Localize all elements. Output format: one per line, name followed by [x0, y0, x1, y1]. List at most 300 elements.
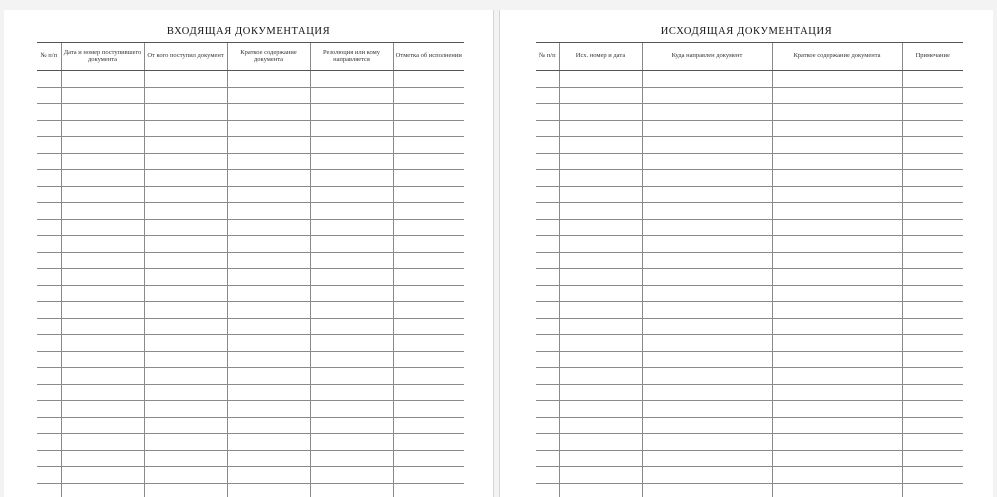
outgoing-table-cell — [559, 467, 642, 484]
incoming-table-cell — [144, 203, 227, 220]
incoming-table-row — [37, 87, 464, 104]
outgoing-table-cell — [642, 450, 772, 467]
incoming-table-cell — [144, 186, 227, 203]
incoming-table-cell — [144, 302, 227, 319]
outgoing-table-cell — [536, 417, 559, 434]
incoming-table-cell — [310, 368, 393, 385]
incoming-table-cell — [227, 467, 310, 484]
outgoing-table-cell — [902, 302, 963, 319]
outgoing-table-cell — [642, 483, 772, 497]
outgoing-table-row — [536, 219, 963, 236]
incoming-table-cell — [144, 153, 227, 170]
outgoing-table-cell — [536, 269, 559, 286]
outgoing-table-cell — [772, 153, 902, 170]
outgoing-table-cell — [902, 252, 963, 269]
incoming-table-row — [37, 104, 464, 121]
incoming-table-cell — [393, 269, 464, 286]
outgoing-table-cell — [536, 450, 559, 467]
incoming-table-cell — [393, 318, 464, 335]
incoming-table-cell — [227, 401, 310, 418]
outgoing-table-cell — [559, 87, 642, 104]
incoming-table-cell — [144, 120, 227, 137]
outgoing-table-cell — [536, 120, 559, 137]
outgoing-table-cell — [902, 335, 963, 352]
incoming-table-row — [37, 351, 464, 368]
incoming-table-cell — [61, 71, 144, 88]
outgoing-table-cell — [559, 137, 642, 154]
outgoing-col-summary: Краткое содержание документа — [772, 43, 902, 71]
incoming-table-row — [37, 368, 464, 385]
incoming-table-cell — [227, 71, 310, 88]
incoming-table-cell — [61, 269, 144, 286]
outgoing-table-row — [536, 384, 963, 401]
incoming-table-row — [37, 302, 464, 319]
incoming-table-cell — [61, 137, 144, 154]
outgoing-table-cell — [642, 87, 772, 104]
outgoing-table-cell — [902, 269, 963, 286]
incoming-table-cell — [227, 236, 310, 253]
outgoing-table-cell — [772, 467, 902, 484]
incoming-table-cell — [61, 467, 144, 484]
outgoing-table-cell — [902, 417, 963, 434]
incoming-table-cell — [144, 87, 227, 104]
outgoing-table-cell — [902, 236, 963, 253]
outgoing-table-cell — [772, 170, 902, 187]
outgoing-table-cell — [559, 483, 642, 497]
incoming-table-row — [37, 483, 464, 497]
incoming-table-cell — [37, 368, 61, 385]
outgoing-table-cell — [642, 153, 772, 170]
incoming-table-cell — [393, 302, 464, 319]
outgoing-table-cell — [772, 236, 902, 253]
incoming-table-cell — [144, 269, 227, 286]
outgoing-table-cell — [559, 318, 642, 335]
outgoing-table-cell — [902, 384, 963, 401]
incoming-table-cell — [144, 368, 227, 385]
incoming-table-cell — [227, 186, 310, 203]
incoming-table-cell — [61, 302, 144, 319]
incoming-table-row — [37, 467, 464, 484]
incoming-table-row — [37, 285, 464, 302]
outgoing-table-cell — [642, 401, 772, 418]
outgoing-table-cell — [559, 236, 642, 253]
incoming-table-row — [37, 450, 464, 467]
outgoing-table-cell — [559, 434, 642, 451]
incoming-table-row — [37, 203, 464, 220]
incoming-table-row — [37, 186, 464, 203]
outgoing-table-cell — [772, 434, 902, 451]
outgoing-table-cell — [642, 417, 772, 434]
incoming-table-cell — [144, 335, 227, 352]
outgoing-table-cell — [536, 368, 559, 385]
incoming-table-cell — [227, 384, 310, 401]
incoming-table-cell — [61, 104, 144, 121]
incoming-table-cell — [393, 285, 464, 302]
incoming-table-cell — [37, 384, 61, 401]
outgoing-table-cell — [642, 219, 772, 236]
incoming-table-cell — [393, 153, 464, 170]
outgoing-table-cell — [642, 71, 772, 88]
outgoing-table-cell — [772, 104, 902, 121]
incoming-table-cell — [227, 219, 310, 236]
outgoing-table-row — [536, 450, 963, 467]
incoming-table-cell — [144, 434, 227, 451]
outgoing-table-cell — [772, 483, 902, 497]
outgoing-table-cell — [536, 219, 559, 236]
incoming-table-cell — [227, 203, 310, 220]
incoming-table-cell — [310, 467, 393, 484]
outgoing-table-cell — [772, 87, 902, 104]
outgoing-table-cell — [559, 153, 642, 170]
outgoing-table-row — [536, 368, 963, 385]
incoming-table-cell — [227, 368, 310, 385]
outgoing-table-cell — [642, 269, 772, 286]
incoming-table-cell — [37, 120, 61, 137]
outgoing-table-cell — [536, 153, 559, 170]
outgoing-table-cell — [902, 368, 963, 385]
incoming-table-cell — [61, 186, 144, 203]
incoming-table-cell — [227, 87, 310, 104]
incoming-table-row — [37, 401, 464, 418]
incoming-table-cell — [393, 384, 464, 401]
incoming-table-row — [37, 236, 464, 253]
outgoing-table-cell — [559, 186, 642, 203]
incoming-table-cell — [310, 384, 393, 401]
outgoing-table-cell — [902, 203, 963, 220]
incoming-table-cell — [37, 252, 61, 269]
outgoing-table-cell — [642, 203, 772, 220]
incoming-table-cell — [61, 417, 144, 434]
incoming-col-resolution: Резолюция или кому направляется — [310, 43, 393, 71]
outgoing-table-cell — [536, 467, 559, 484]
outgoing-table-cell — [559, 203, 642, 220]
outgoing-table-row — [536, 236, 963, 253]
incoming-table-cell — [144, 170, 227, 187]
outgoing-table-cell — [536, 170, 559, 187]
outgoing-table-cell — [642, 252, 772, 269]
outgoing-table-cell — [902, 87, 963, 104]
incoming-table-cell — [310, 417, 393, 434]
incoming-table-cell — [61, 450, 144, 467]
outgoing-table-row — [536, 120, 963, 137]
incoming-table-cell — [37, 153, 61, 170]
outgoing-table-row — [536, 104, 963, 121]
incoming-table-cell — [310, 351, 393, 368]
incoming-table-cell — [227, 483, 310, 497]
outgoing-table-cell — [772, 252, 902, 269]
incoming-table-cell — [393, 351, 464, 368]
outgoing-table-cell — [559, 302, 642, 319]
outgoing-table-row — [536, 252, 963, 269]
incoming-table-cell — [310, 285, 393, 302]
outgoing-table-cell — [772, 351, 902, 368]
outgoing-table-cell — [642, 302, 772, 319]
incoming-table-cell — [393, 483, 464, 497]
incoming-table-cell — [37, 335, 61, 352]
outgoing-table-cell — [559, 170, 642, 187]
incoming-table-cell — [310, 483, 393, 497]
incoming-table-cell — [61, 368, 144, 385]
outgoing-table-cell — [772, 203, 902, 220]
incoming-table-cell — [61, 318, 144, 335]
incoming-table-cell — [61, 219, 144, 236]
incoming-table-cell — [227, 335, 310, 352]
incoming-table-cell — [144, 417, 227, 434]
incoming-table-cell — [227, 417, 310, 434]
outgoing-table-row — [536, 401, 963, 418]
incoming-table-cell — [37, 236, 61, 253]
outgoing-table-cell — [559, 450, 642, 467]
incoming-table-cell — [310, 87, 393, 104]
incoming-table-cell — [37, 137, 61, 154]
incoming-table-cell — [310, 104, 393, 121]
incoming-table-cell — [227, 153, 310, 170]
outgoing-table-cell — [559, 285, 642, 302]
incoming-col-summary: Краткое содержание документа — [227, 43, 310, 71]
outgoing-table-cell — [642, 434, 772, 451]
outgoing-table-cell — [559, 368, 642, 385]
outgoing-table-cell — [902, 120, 963, 137]
outgoing-table-cell — [559, 417, 642, 434]
incoming-table-cell — [61, 335, 144, 352]
outgoing-table-cell — [536, 87, 559, 104]
incoming-title: ВХОДЯЩАЯ ДОКУМЕНТАЦИЯ — [166, 26, 331, 37]
incoming-col-from-whom: От кого поступил документ — [144, 43, 227, 71]
incoming-table-cell — [393, 236, 464, 253]
incoming-table-cell — [144, 467, 227, 484]
outgoing-table-body — [536, 71, 963, 497]
outgoing-table-cell — [902, 401, 963, 418]
incoming-table-row — [37, 269, 464, 286]
incoming-table-cell — [37, 318, 61, 335]
incoming-table-cell — [393, 219, 464, 236]
outgoing-table-cell — [772, 318, 902, 335]
incoming-table-cell — [310, 401, 393, 418]
incoming-table-cell — [37, 104, 61, 121]
incoming-table-cell — [393, 120, 464, 137]
incoming-table-row — [37, 153, 464, 170]
incoming-table-cell — [61, 252, 144, 269]
outgoing-table-row — [536, 137, 963, 154]
outgoing-col-note: Примечание — [902, 43, 963, 71]
incoming-table-cell — [310, 170, 393, 187]
outgoing-table-cell — [902, 434, 963, 451]
outgoing-table-cell — [772, 401, 902, 418]
incoming-table-cell — [144, 318, 227, 335]
incoming-table-cell — [310, 450, 393, 467]
outgoing-table-cell — [642, 170, 772, 187]
outgoing-table-cell — [536, 104, 559, 121]
outgoing-table-cell — [642, 318, 772, 335]
outgoing-table-cell — [772, 417, 902, 434]
outgoing-table-cell — [902, 186, 963, 203]
outgoing-table-cell — [559, 104, 642, 121]
outgoing-col-out-number-date: Исх. номер и дата — [559, 43, 642, 71]
outgoing-table-cell — [559, 71, 642, 88]
outgoing-table-row — [536, 302, 963, 319]
outgoing-table-row — [536, 186, 963, 203]
outgoing-table-cell — [559, 219, 642, 236]
incoming-table-cell — [310, 219, 393, 236]
incoming-table-cell — [37, 285, 61, 302]
outgoing-table-cell — [902, 467, 963, 484]
outgoing-table-cell — [536, 384, 559, 401]
incoming-table-cell — [310, 120, 393, 137]
outgoing-table-cell — [902, 219, 963, 236]
incoming-table-cell — [393, 71, 464, 88]
incoming-table-cell — [393, 186, 464, 203]
incoming-table-cell — [310, 71, 393, 88]
outgoing-table-cell — [536, 203, 559, 220]
incoming-table-cell — [37, 351, 61, 368]
incoming-table-cell — [61, 384, 144, 401]
incoming-table-cell — [61, 434, 144, 451]
incoming-table-row — [37, 219, 464, 236]
outgoing-table — [536, 42, 963, 497]
outgoing-table-cell — [536, 302, 559, 319]
incoming-table-cell — [37, 87, 61, 104]
outgoing-table-row — [536, 318, 963, 335]
incoming-table-cell — [61, 236, 144, 253]
incoming-table-cell — [227, 170, 310, 187]
outgoing-table-cell — [902, 137, 963, 154]
outgoing-table-cell — [642, 467, 772, 484]
outgoing-table-cell — [772, 71, 902, 88]
outgoing-table-row — [536, 434, 963, 451]
incoming-table-cell — [393, 137, 464, 154]
incoming-table-cell — [393, 368, 464, 385]
outgoing-table-cell — [772, 137, 902, 154]
outgoing-table-cell — [559, 269, 642, 286]
incoming-table-cell — [37, 170, 61, 187]
outgoing-table-cell — [642, 236, 772, 253]
outgoing-table-cell — [902, 483, 963, 497]
outgoing-table-row — [536, 170, 963, 187]
incoming-table-cell — [227, 351, 310, 368]
incoming-table-cell — [144, 137, 227, 154]
outgoing-table-cell — [559, 252, 642, 269]
outgoing-table-row — [536, 269, 963, 286]
incoming-table-cell — [310, 335, 393, 352]
outgoing-table-row — [536, 483, 963, 497]
outgoing-table-row — [536, 153, 963, 170]
outgoing-table-row — [536, 71, 963, 88]
outgoing-table-cell — [536, 252, 559, 269]
incoming-table-cell — [227, 137, 310, 154]
incoming-table-cell — [37, 450, 61, 467]
incoming-table-row — [37, 384, 464, 401]
incoming-table-cell — [61, 153, 144, 170]
outgoing-table-cell — [902, 104, 963, 121]
incoming-table-cell — [393, 401, 464, 418]
incoming-table-cell — [37, 203, 61, 220]
outgoing-table-cell — [536, 483, 559, 497]
incoming-table-cell — [61, 120, 144, 137]
outgoing-table-cell — [772, 450, 902, 467]
outgoing-table-cell — [772, 384, 902, 401]
incoming-table-cell — [144, 483, 227, 497]
outgoing-table-cell — [772, 335, 902, 352]
outgoing-table-cell — [772, 368, 902, 385]
outgoing-table-cell — [902, 351, 963, 368]
incoming-table-row — [37, 335, 464, 352]
incoming-table-cell — [144, 219, 227, 236]
outgoing-table-cell — [772, 186, 902, 203]
outgoing-table-cell — [902, 450, 963, 467]
right-page-outgoing — [499, 10, 993, 497]
incoming-table-cell — [310, 318, 393, 335]
incoming-table-cell — [227, 434, 310, 451]
incoming-table-cell — [227, 120, 310, 137]
incoming-table-cell — [393, 467, 464, 484]
outgoing-title: ИСХОДЯЩАЯ ДОКУМЕНТАЦИЯ — [660, 26, 833, 37]
incoming-table-cell — [37, 219, 61, 236]
incoming-table-cell — [144, 71, 227, 88]
incoming-table-row — [37, 170, 464, 187]
incoming-table-cell — [227, 269, 310, 286]
outgoing-table-cell — [536, 318, 559, 335]
outgoing-table-cell — [772, 302, 902, 319]
outgoing-table-cell — [536, 71, 559, 88]
incoming-table-row — [37, 434, 464, 451]
outgoing-table-cell — [559, 120, 642, 137]
outgoing-table-cell — [559, 384, 642, 401]
incoming-table-cell — [393, 104, 464, 121]
incoming-table-cell — [393, 335, 464, 352]
incoming-table-cell — [227, 252, 310, 269]
incoming-table-cell — [227, 450, 310, 467]
incoming-table-cell — [310, 153, 393, 170]
incoming-table-cell — [310, 302, 393, 319]
incoming-table-row — [37, 417, 464, 434]
incoming-table-cell — [61, 203, 144, 220]
incoming-table-cell — [37, 269, 61, 286]
incoming-table-cell — [393, 417, 464, 434]
outgoing-table-cell — [642, 186, 772, 203]
incoming-table-cell — [37, 186, 61, 203]
incoming-table-cell — [393, 203, 464, 220]
incoming-col-date-number: Дата и номер поступившего документа — [61, 43, 144, 71]
incoming-table-cell — [37, 434, 61, 451]
incoming-table-row — [37, 137, 464, 154]
outgoing-table-cell — [642, 335, 772, 352]
incoming-table-cell — [393, 170, 464, 187]
incoming-table-cell — [393, 434, 464, 451]
outgoing-table-cell — [536, 236, 559, 253]
outgoing-table-cell — [642, 351, 772, 368]
incoming-table-row — [37, 120, 464, 137]
incoming-table-cell — [144, 401, 227, 418]
incoming-table-row — [37, 71, 464, 88]
outgoing-table-cell — [902, 318, 963, 335]
outgoing-table-cell — [902, 71, 963, 88]
outgoing-table-row — [536, 203, 963, 220]
incoming-table-cell — [61, 170, 144, 187]
outgoing-table-row — [536, 87, 963, 104]
incoming-table-cell — [37, 483, 61, 497]
outgoing-header-row — [536, 43, 963, 71]
outgoing-table-cell — [642, 368, 772, 385]
incoming-table-cell — [144, 236, 227, 253]
outgoing-table-cell — [536, 186, 559, 203]
outgoing-table-cell — [536, 351, 559, 368]
incoming-table-cell — [61, 351, 144, 368]
incoming-header-row — [37, 43, 464, 71]
incoming-col-number: № п/п — [37, 43, 61, 71]
incoming-table-row — [37, 318, 464, 335]
incoming-table-cell — [227, 285, 310, 302]
outgoing-table-cell — [559, 401, 642, 418]
